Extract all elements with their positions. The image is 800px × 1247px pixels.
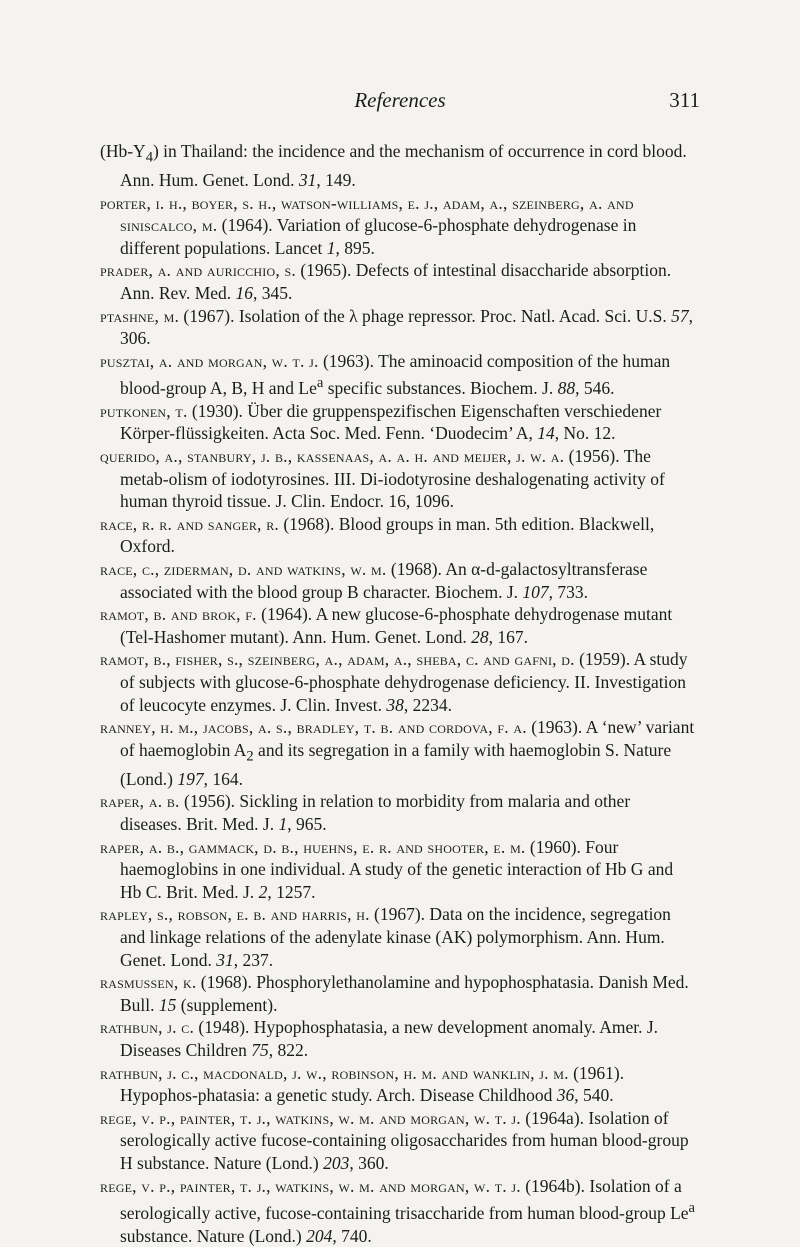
reference-pages: , 2234. [403, 694, 452, 715]
reference-entry [100, 971, 696, 1016]
reference-authors: pusztai, a. and morgan, w. t. j. [100, 350, 319, 371]
reference-text: (1967). Isolation of the λ phage repressor. Proc. Natl. Acad. Sci. U.S. [179, 305, 672, 326]
reference-volume: 31 [298, 170, 317, 191]
reference-authors: ranney, h. m., jacobs, a. s., bradley, t. b. and cordova, f. a. [100, 717, 527, 738]
reference-volume: 204 [306, 1225, 333, 1246]
reference-authors: ramot, b. and brok, f. [100, 604, 257, 625]
reference-volume: 16 [235, 283, 254, 304]
reference-pages: , No. 12. [554, 423, 616, 444]
reference-authors: rege, v. p., painter, t. j., watkins, w. m. and morgan, w. t. j. [100, 1107, 521, 1128]
reference-text: substance. Nature (Lond.) [120, 1225, 307, 1246]
reference-authors: putkonen, t. [100, 400, 188, 421]
reference-text: (1960). Four haemoglobins in one individual. A study of the genetic interaction of Hb G and Hb C. Brit. Med. J. [120, 836, 674, 902]
reference-volume: 1 [278, 814, 288, 835]
reference-subscript: 4 [145, 149, 153, 166]
page-number: 311 [669, 88, 700, 112]
reference-text: (1963). The aminoacid composition of the human blood-group A, B, H and Le [120, 350, 671, 399]
reference-authors: rathbun, j. c. [100, 1017, 195, 1038]
reference-text: (1961). Hypophos-phatasia: a genetic study. Arch. Disease Childhood [120, 1062, 625, 1106]
reference-text: (1968). Blood groups in man. 5th edition. Blackwell, Oxford. [120, 513, 655, 557]
reference-authors: ptashne, m. [100, 305, 180, 326]
reference-superscript: a [316, 375, 324, 392]
reference-volume: 14 [537, 423, 555, 444]
reference-volume: 75 [251, 1039, 269, 1060]
reference-authors: querido, a., stanbury, j. b., kassenaas, a. a. h. and meijer, j. w. a. [100, 446, 565, 467]
reference-authors: rege, v. p., painter, t. j., watkins, w. m. and morgan, w. t. j. [100, 1175, 521, 1196]
reference-text: (1963). A ‘new’ variant of haemoglobin A [120, 717, 695, 760]
reference-pages: , 167. [488, 626, 529, 647]
reference-entry [100, 648, 696, 716]
reference-volume: 2 [258, 881, 268, 902]
reference-authors: porter, i. h., boyer, s. h., watson-williams, e. j., adam, a., szeinberg, a. and siniscalco, m. [100, 192, 634, 236]
reference-entry [100, 790, 696, 835]
reference-text: (1956). The metab-olism of iodotyrosines. III. Di-iodotyrosine deshalogenating activity of human thyroid tissue. J. Clin. Endocr. 16, 1096. [120, 446, 665, 512]
reference-text: (1967). Data on the incidence, segregation and linkage relations of the adenylate kinase (AK) polymorphism. Ann. Hum. Genet. Lond. [120, 904, 671, 970]
reference-authors: rasmussen, k. [100, 972, 197, 993]
reference-authors: race, c., ziderman, d. and watkins, w. m. [100, 559, 387, 580]
reference-entry [100, 716, 696, 790]
reference-text: (1968). Phosphorylethanolamine and hypophosphatasia. Danish Med. Bull. [120, 972, 689, 1015]
reference-text: (1968). An α-d-galactosyltransferase associated with the blood group B character. Biochem. J. [120, 559, 648, 602]
reference-pages: (supplement). [176, 994, 278, 1015]
reference-authors: raper, a. b. [100, 791, 180, 812]
reference-pages: , 895. [335, 237, 375, 258]
reference-text: (1964b). Isolation of a serologically active, fucose-containing trisaccharide from human blood-group Le [120, 1175, 689, 1223]
reference-authors: ramot, b., fisher, s., szeinberg, a., adam, a., sheba, c. and gafni, d. [100, 649, 575, 670]
reference-entry [100, 192, 696, 260]
reference-volume: 88 [557, 378, 576, 399]
reference-entry [100, 350, 696, 400]
reference-volume: 203 [323, 1152, 350, 1173]
reference-volume: 31 [216, 949, 234, 970]
reference-pages: , 733. [548, 581, 589, 602]
reference-entry [100, 140, 696, 192]
reference-volume: 197 [177, 768, 204, 789]
reference-entry [100, 305, 696, 350]
reference-volume: 38 [386, 694, 404, 715]
reference-text: (1959). A study of subjects with glucose-6-phosphate dehydrogenase deficiency. II. Investigation of leucocyte enzymes. J. Clin. Invest. [120, 649, 688, 715]
reference-text: specific substances. Biochem. J. [323, 378, 558, 399]
reference-pages: , 306. [120, 305, 693, 349]
reference-pages: , 740. [332, 1225, 372, 1246]
reference-authors: prader, a. and auricchio, s. [100, 260, 296, 281]
reference-text: (1965). Defects of intestinal disaccharide absorption. Ann. Rev. Med. [120, 260, 672, 304]
reference-entry [100, 1175, 696, 1247]
reference-pages: , 360. [349, 1152, 389, 1173]
reference-authors: raper, a. b., gammack, d. b., huehns, e. r. and shooter, e. m. [100, 836, 526, 857]
reference-entry [100, 903, 696, 971]
reference-subscript: 2 [246, 748, 254, 765]
reference-pages: , 345. [253, 283, 293, 304]
reference-entry [100, 513, 696, 558]
reference-authors: race, r. r. and sanger, r. [100, 513, 279, 534]
reference-entry [100, 445, 696, 513]
reference-text: (Hb-Y [100, 141, 146, 161]
reference-volume: 1 [326, 237, 336, 258]
reference-entry [100, 836, 696, 904]
reference-pages: , 965. [287, 814, 327, 835]
reference-pages: , 164. [203, 768, 243, 789]
reference-pages: , 1257. [267, 881, 316, 902]
reference-text: (1948). Hypophosphatasia, a new development anomaly. Amer. J. Diseases Children [120, 1017, 659, 1060]
running-title: References [354, 88, 446, 112]
reference-text: and its segregation in a family with haemoglobin S. Nature (Lond.) [120, 739, 672, 789]
reference-text: (1964). A new glucose-6-phosphate dehydrogenase mutant (Tel-Hashomer mutant). Ann. Hum. Genet. Lond. [120, 604, 673, 647]
reference-entry [100, 1016, 696, 1061]
reference-volume: 107 [522, 581, 549, 602]
reference-pages: , 546. [575, 378, 615, 399]
reference-authors: rathbun, j. c., macdonald, j. w., robinson, h. m. and wanklin, j. m. [100, 1062, 569, 1083]
reference-volume: 36 [556, 1085, 575, 1106]
reference-text: (1964). Variation of glucose-6-phosphate dehydrogenase in different populations. Lancet [120, 215, 637, 258]
reference-entry [100, 1062, 696, 1107]
reference-text: (1964a). Isolation of serologically active fucose-containing oligosaccharides from human blood-group H substance. Nature (Lond.) [120, 1107, 689, 1173]
reference-text: (1956). Sickling in relation to morbidity from malaria and other diseases. Brit. Med. J. [120, 791, 631, 835]
reference-volume: 28 [471, 626, 489, 647]
reference-volume: 15 [158, 994, 177, 1015]
reference-entry [100, 603, 696, 648]
reference-list [100, 140, 696, 1247]
reference-superscript: a [688, 1200, 696, 1217]
reference-pages: , 822. [268, 1039, 309, 1060]
reference-pages: , 149. [316, 170, 356, 191]
reference-text: (1930). Über die gruppenspezifischen Eigenschaften verschiedener Körper-flüssigkeiten. Acta Soc. Med. Fenn. ‘Duodecim’ A, [120, 400, 662, 444]
reference-entry [100, 1107, 696, 1175]
reference-authors: rapley, s., robson, e. b. and harris, h. [100, 904, 370, 925]
reference-entry [100, 400, 696, 445]
reference-entry [100, 259, 696, 304]
reference-volume: 57 [671, 305, 689, 326]
reference-pages: , 237. [233, 949, 274, 970]
reference-text: ) in Thailand: the incidence and the mechanism of occurrence in cord blood. Ann. Hum. Genet. Lond. [120, 141, 687, 191]
reference-pages: , 540. [574, 1085, 614, 1106]
page-header [100, 88, 700, 116]
reference-entry [100, 558, 696, 603]
